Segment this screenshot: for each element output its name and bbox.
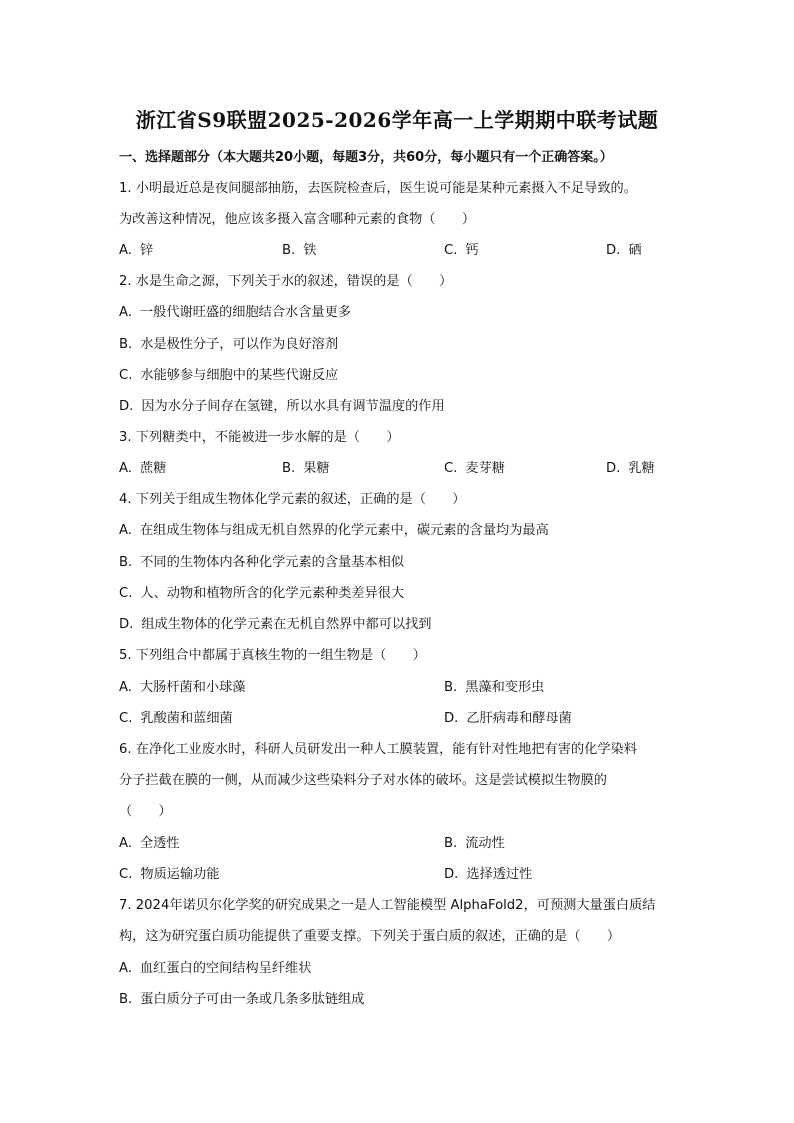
- q1-option-a[interactable]: A. 锌: [119, 243, 154, 258]
- q4-option-c[interactable]: C. 人、动物和植物所含的化学元素种类差异很大: [119, 586, 405, 601]
- q5-option-c[interactable]: C. 乳酸菌和蓝细菌: [119, 711, 233, 726]
- question-6-line-3: （ ）: [119, 804, 172, 819]
- question-3-stem: 3. 下列糖类中，不能被进一步水解的是（ ）: [119, 430, 400, 445]
- q7-option-b[interactable]: B. 蛋白质分子可由一条或几条多肽链组成: [119, 992, 365, 1007]
- q1-option-b[interactable]: B. 铁: [282, 243, 317, 258]
- q3-option-d[interactable]: D. 乳糖: [606, 461, 655, 476]
- q5-option-d[interactable]: D. 乙肝病毒和酵母菌: [444, 711, 572, 726]
- q2-option-a[interactable]: A. 一般代谢旺盛的细胞结合水含量更多: [119, 305, 351, 320]
- q7-option-a[interactable]: A. 血红蛋白的空间结构呈纤维状: [119, 961, 312, 976]
- q3-option-b[interactable]: B. 果糖: [282, 461, 330, 476]
- question-1-line-2: 为改善这种情况，他应该多摄入富含哪种元素的食物（ ）: [119, 212, 476, 227]
- q5-option-a[interactable]: A. 大肠杆菌和小球藻: [119, 680, 246, 695]
- q3-option-c[interactable]: C. 麦芽糖: [444, 461, 505, 476]
- question-6-line-2: 分子拦截在膜的一侧，从而减少这些染料分子对水体的破坏。这是尝试模拟生物膜的: [119, 773, 607, 788]
- q1-option-d[interactable]: D. 硒: [606, 243, 642, 258]
- q4-option-a[interactable]: A. 在组成生物体与组成无机自然界的化学元素中，碳元素的含量均为最高: [119, 523, 549, 538]
- section-heading: 一、选择题部分（本大题共20小题，每题3分，共60分，每小题只有一个正确答案。）: [119, 150, 613, 165]
- page-title: 浙江省S9联盟2025-2026学年高一上学期期中联考试题: [135, 108, 659, 132]
- question-4-stem: 4. 下列关于组成生物体化学元素的叙述，正确的是（ ）: [119, 492, 466, 507]
- q6-option-c[interactable]: C. 物质运输功能: [119, 867, 220, 882]
- q2-option-d[interactable]: D. 因为水分子间存在氢键，所以水具有调节温度的作用: [119, 399, 445, 414]
- question-2-stem: 2. 水是生命之源，下列关于水的叙述，错误的是（ ）: [119, 274, 453, 289]
- q4-option-b[interactable]: B. 不同的生物体内各种化学元素的含量基本相似: [119, 555, 404, 570]
- q2-option-b[interactable]: B. 水是极性分子，可以作为良好溶剂: [119, 337, 339, 352]
- q6-option-d[interactable]: D. 选择透过性: [444, 867, 533, 882]
- q2-option-c[interactable]: C. 水能够参与细胞中的某些代谢反应: [119, 368, 339, 383]
- question-1-line-1: 1. 小明最近总是夜间腿部抽筋，去医院检查后，医生说可能是某种元素摄入不足导致的。: [119, 181, 637, 196]
- q6-option-b[interactable]: B. 流动性: [444, 836, 505, 851]
- q4-option-d[interactable]: D. 组成生物体的化学元素在无机自然界中都可以找到: [119, 617, 432, 632]
- question-6-line-1: 6. 在净化工业废水时，科研人员研发出一种人工膜装置，能有针对性地把有害的化学染料: [119, 742, 637, 757]
- q5-option-b[interactable]: B. 黑藻和变形虫: [444, 680, 545, 695]
- q1-option-c[interactable]: C. 钙: [444, 243, 479, 258]
- q6-option-a[interactable]: A. 全透性: [119, 836, 180, 851]
- question-5-stem: 5. 下列组合中都属于真核生物的一组生物是（ ）: [119, 648, 426, 663]
- q3-option-a[interactable]: A. 蔗糖: [119, 461, 167, 476]
- question-7-line-1: 7. 2024年诺贝尔化学奖的研究成果之一是人工智能模型 AlphaFold2，可预测大量蛋白质结: [119, 898, 656, 913]
- question-7-line-2: 构，这为研究蛋白质功能提供了重要支撑。下列关于蛋白质的叙述，正确的是（ ）: [119, 929, 621, 944]
